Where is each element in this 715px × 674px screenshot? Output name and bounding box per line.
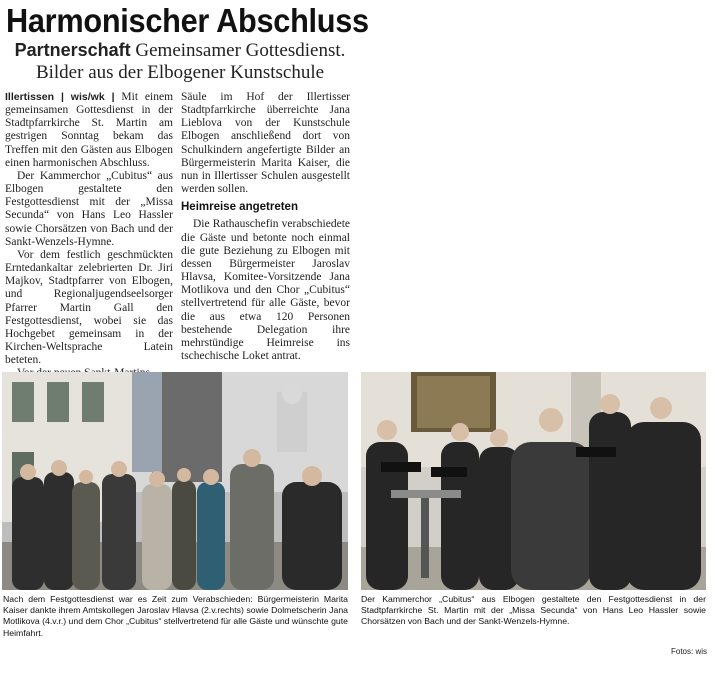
choir-photo: [361, 372, 706, 590]
dateline: Illertissen | wis/wk |: [5, 91, 115, 103]
choir-photo-illustration: [361, 372, 706, 590]
paragraph-2: Der Kammerchor „Cubitus“ aus Elbogen gestaltete den Festgottesdienst mit der „Missa Secunda“ von Hans Leo Hassler sowie Chorsätzen von Bach und der Sankt-Wenzels-Hymne.: [5, 169, 173, 248]
subhead-kicker: Partnerschaft: [14, 40, 131, 60]
paragraph-1: [5, 91, 173, 170]
photo-credit: Fotos: wis: [670, 647, 707, 656]
subhead: [0, 40, 360, 62]
caption-right: Der Kammerchor „Cubitus“ aus Elbogen gestaltete den Festgottesdienst in der Stadtpfarrkirche St. Martin mit der „Missa Secunda“ von Hans Leo Hassler sowie Chorsätzen von Bach und der Sankt-Wenzels-Hymne.: [361, 594, 706, 627]
subhead-line1: Gemeinsamer Gottesdienst.: [135, 40, 346, 61]
group-photo: [2, 372, 348, 590]
caption-left: Nach dem Festgottesdienst war es Zeit zum Verabschieden: Bürgermeisterin Marita Kaiser dankte ihrem Amtskollegen Jaroslav Hlavsa (2.v.rechts) sowie Dolmetscherin Jana Motlikova (4.v.r.) und dem Chor „Cubitus“ stellvertretend für alle Gäste und wünschte gute Heimfahrt.: [3, 594, 348, 638]
paragraph-3: Vor dem festlich geschmückten Erntedankaltar zelebrierten Dr. Jiri Majkov, Stadtpfarrer von Elbogen, und Regionaljugendseelsorger Pfarrer Martin Gall den Festgottesdienst, wobei sie das Hochgebet gemeinsam in der Kirchen-Weltsprache Latein beteten.: [5, 248, 173, 367]
headline: Harmonischer Abschluss: [6, 2, 369, 39]
paragraph-6: Die Rathauschefin verabschiedete die Gäste und betonte noch einmal die gute Beziehung zu Elbogen mit dessen Bürgermeister Jaroslav Hlavsa, Komitee-Vorsitzende Jana Motlikova und den Chor „Cubitus“ stellvertretend für alle Gäste, bevor die aus etwa 120 Personen bestehende Delegation ihre mehrstündige Heimreise ins tschechische Loket antrat.: [181, 218, 350, 362]
paragraph-1-text: Mit einem gemeinsamen Gottesdienst in der Stadtpfarrkirche St. Martin am gestrigen Sonntag bekam das Treffen mit den Gästen aus Elbogen einen harmonischen Abschluss.: [5, 91, 174, 169]
group-photo-illustration: [2, 372, 348, 590]
article-column-2: [181, 91, 350, 363]
subheading: Heimreise angetreten: [181, 201, 298, 214]
paragraph-5: Säule im Hof der Illertisser Stadtpfarrkirche überreichte Jana Lieblova von der Kunstschule Elbogen anschließend dort von Schulkindern angefertigte Bilder an Bürgermeisterin Marita Kaiser, die nun in Illertisser Schulen ausgestellt werden sollen.: [181, 91, 350, 196]
subhead-line2: Bilder aus der Elbogener Kunstschule: [35, 62, 325, 83]
article-column-1: [5, 91, 173, 380]
